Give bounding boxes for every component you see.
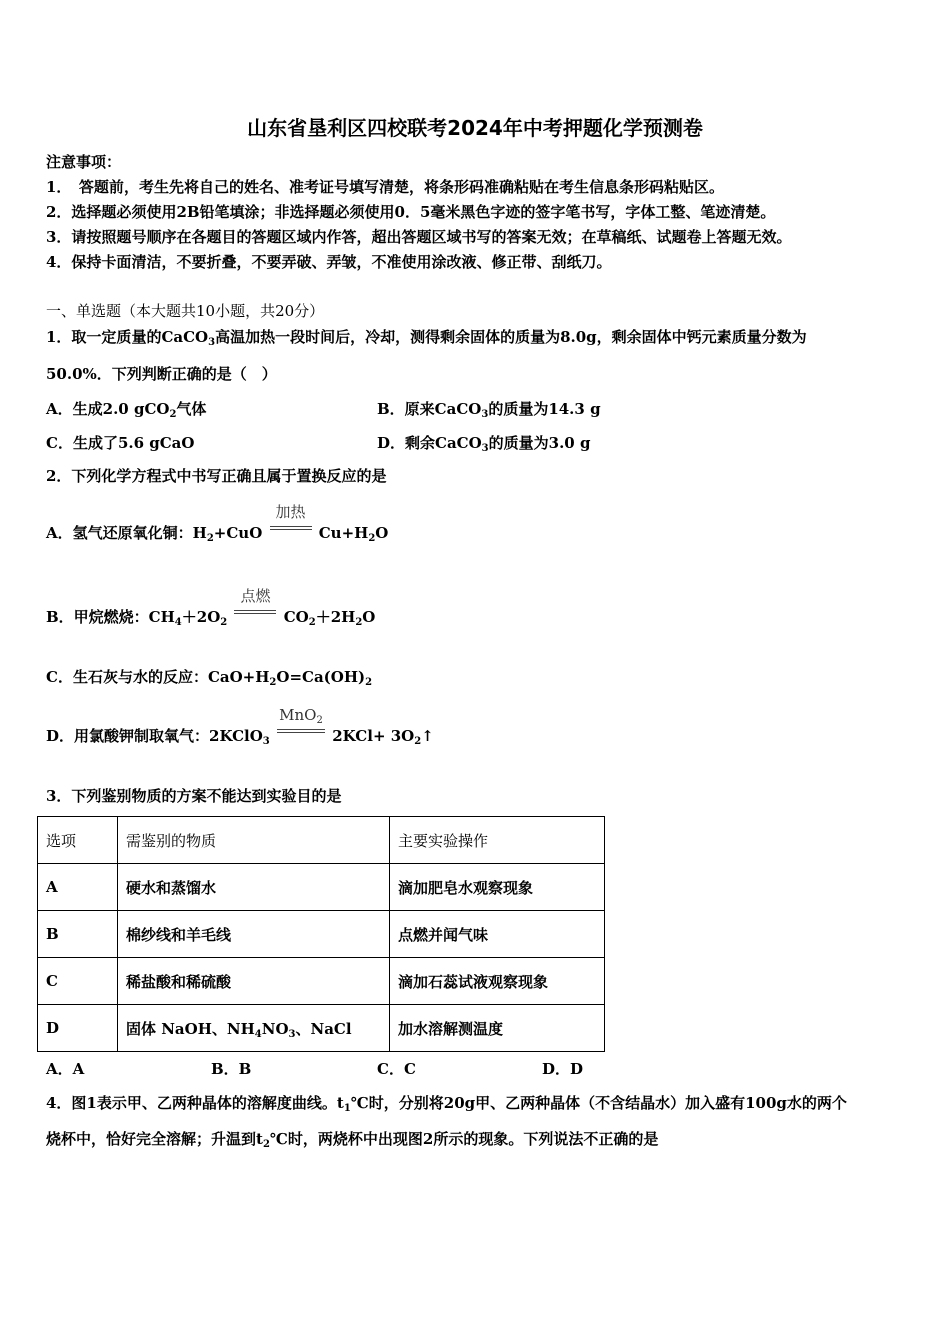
table-cell: A bbox=[38, 864, 118, 911]
q1-option-d[interactable]: D．剩余CaCO$_3$的质量为3.0 g bbox=[377, 434, 591, 454]
table-row bbox=[38, 1005, 605, 1052]
q4-stem-line1: 4．图1表示甲、乙两种晶体的溶解度曲线。$t_1℃$时，分别将20g甲、乙两种晶体（不含结晶水）加入盛有100g水的两个 bbox=[46, 1094, 847, 1114]
q4-stem-line2: 烧杯中，恰好完全溶解；升温到$t_2℃$时，两烧杯中出现图2所示的现象。下列说法不正确的是 bbox=[46, 1130, 659, 1150]
notice-item: 4．保持卡面清洁，不要折叠，不要弄破、弄皱，不准使用涂改液、修正带、刮纸刀。 bbox=[46, 253, 612, 271]
reaction-condition: 加热 bbox=[270, 524, 312, 544]
q3-option-c[interactable]: C．C bbox=[377, 1060, 416, 1078]
notice-item: 3．请按照题号顺序在各题目的答题区域内作答，超出答题区域书写的答案无效；在草稿纸、试题卷上答题无效。 bbox=[46, 228, 792, 246]
reaction-condition: MnO$_2$ bbox=[277, 727, 325, 747]
table-cell: 点燃并闻气味 bbox=[390, 911, 605, 958]
table-cell: 固体 NaOH、$NH_4NO_3$、NaCl bbox=[118, 1005, 390, 1052]
notice-item: 2．选择题必须使用2B铅笔填涂；非选择题必须使用0．5毫米黑色字迹的签字笔书写，字体工整、笔迹清楚。 bbox=[46, 203, 776, 221]
reaction-condition: 点燃 bbox=[234, 608, 276, 628]
section-heading: 一、单选题（本大题共10小题，共20分） bbox=[46, 302, 325, 320]
q2-option-a[interactable]: A．氢气还原氧化铜：$H_2+CuO$ 加热 $Cu+H_2O$ bbox=[46, 503, 389, 544]
notice-item: 1． 答题前，考生先将自己的姓名、准考证号填写清楚，将条形码准确粘贴在考生信息条形码粘贴区。 bbox=[46, 178, 724, 196]
table-cell: 硬水和蒸馏水 bbox=[118, 864, 390, 911]
q3-option-d[interactable]: D．D bbox=[542, 1060, 584, 1078]
table-row bbox=[38, 911, 605, 958]
table-cell: 滴加肥皂水观察现象 bbox=[390, 864, 605, 911]
table-cell: 棉纱线和羊毛线 bbox=[118, 911, 390, 958]
q3-option-b[interactable]: B．B bbox=[211, 1060, 252, 1078]
table-header: 需鉴别的物质 bbox=[118, 817, 390, 864]
page-title: 山东省垦利区四校联考2024年中考押题化学预测卷 bbox=[247, 116, 703, 140]
table-header: 主要实验操作 bbox=[390, 817, 605, 864]
q1-stem-line1: 1．取一定质量的CaCO$_3$高温加热一段时间后，冷却，测得剩余固体的质量为8.0g，剩余固体中钙元素质量分数为 bbox=[46, 328, 807, 348]
q2-stem: 2．下列化学方程式中书写正确且属于置换反应的是 bbox=[46, 467, 387, 485]
table-cell: 滴加石蕊试液观察现象 bbox=[390, 958, 605, 1005]
table-row bbox=[38, 864, 605, 911]
q3-stem: 3．下列鉴别物质的方案不能达到实验目的是 bbox=[46, 787, 342, 805]
table-row bbox=[38, 817, 605, 864]
q1-option-c[interactable]: C．生成了5.6 gCaO bbox=[46, 434, 195, 452]
q2-option-b[interactable]: B．甲烷燃烧：$CH_4+2O_2$ 点燃 $CO_2+2H_2O$ bbox=[46, 587, 376, 628]
notice-heading: 注意事项： bbox=[46, 153, 122, 171]
q1-stem-line2: 50.0%．下列判断正确的是（ ） bbox=[46, 365, 277, 383]
q2-option-c[interactable]: C．生石灰与水的反应：$CaO+H_2O=Ca(OH)_2$ bbox=[46, 668, 373, 688]
table-row bbox=[38, 958, 605, 1005]
table-header: 选项 bbox=[38, 817, 118, 864]
table-cell: D bbox=[38, 1005, 118, 1052]
q2-option-d[interactable]: D．用氯酸钾制取氧气：2KClO$_3$ MnO$_2$ $2KCl+ 3O_2↑$ bbox=[46, 706, 434, 747]
table-cell: B bbox=[38, 911, 118, 958]
q3-option-a[interactable]: A．A bbox=[46, 1060, 85, 1078]
q3-table bbox=[37, 816, 605, 1052]
q1-option-a[interactable]: A．生成2.0 gCO$_2$气体 bbox=[46, 400, 207, 420]
table-cell: 加水溶解测温度 bbox=[390, 1005, 605, 1052]
table-cell: C bbox=[38, 958, 118, 1005]
q1-option-b[interactable]: B．原来CaCO$_3$的质量为14.3 g bbox=[377, 400, 601, 420]
table-cell: 稀盐酸和稀硫酸 bbox=[118, 958, 390, 1005]
